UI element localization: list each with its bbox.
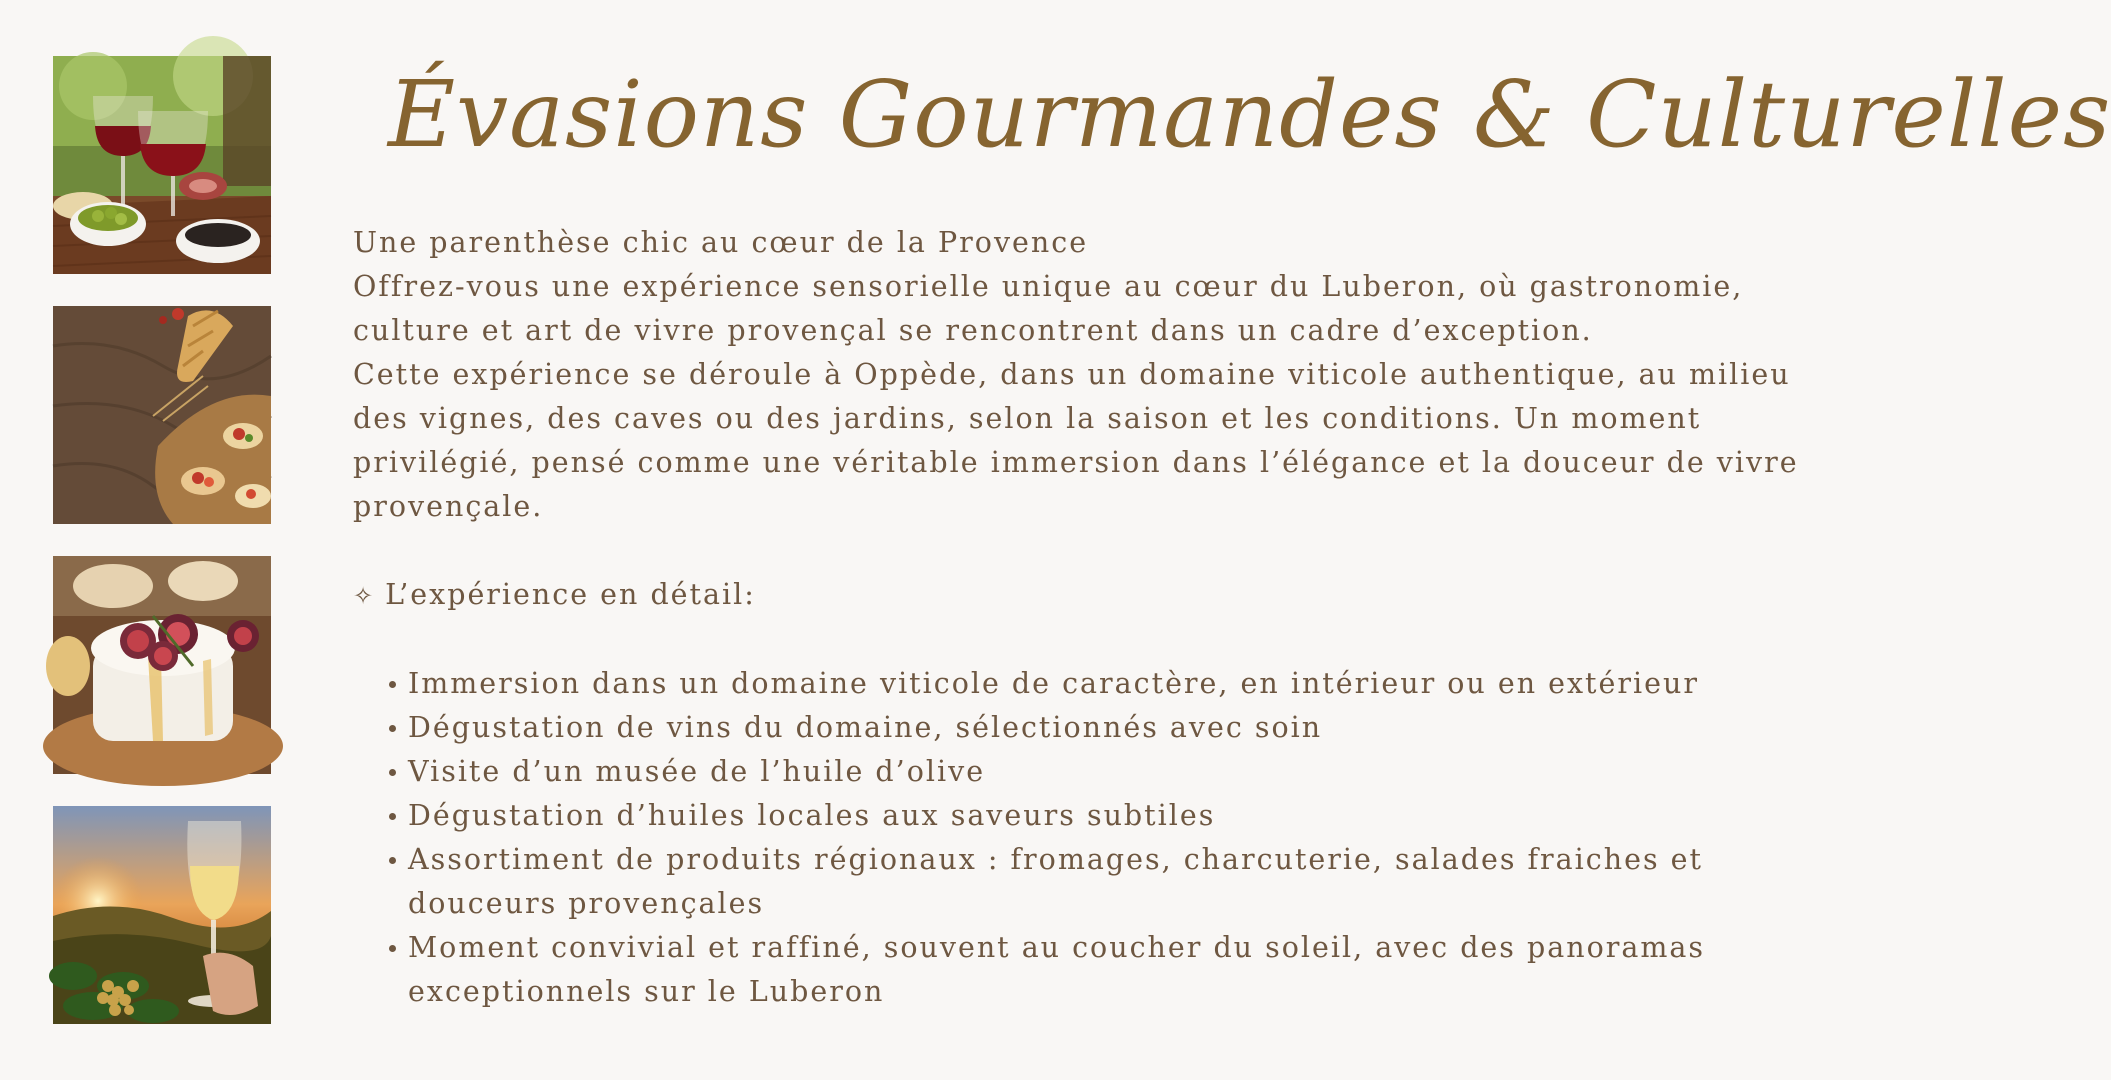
details-list: [353, 662, 1803, 1014]
figs-camembert-photo: [53, 556, 271, 774]
list-item: Visite d’un musée de l’huile d’olive: [408, 750, 1803, 794]
sparkle-icon: ✧: [353, 582, 376, 610]
white-wine-sunset-photo: [53, 806, 271, 1024]
details-heading: [353, 573, 1803, 618]
page-title: Évasions Gourmandes & Culturelles: [388, 61, 2111, 168]
wine-olives-picnic-photo: [53, 56, 271, 274]
list-item: Dégustation de vins du domaine, sélectionnés avec soin: [408, 706, 1803, 750]
list-item: Moment convivial et raffiné, souvent au coucher du soleil, avec des panoramas exceptionnels sur le Luberon: [408, 926, 1803, 1014]
intro-paragraph-2: Cette expérience se déroule à Oppède, dans un domaine viticole authentique, au milieu des vignes, des caves ou des jardins, selon la saison et les conditions. Un moment privilégié, pensé comme une véritable immersion dans l’élégance et la douceur de vivre provençale.: [353, 358, 1799, 523]
intro-paragraph-1: Offrez-vous une expérience sensorielle unique au cœur du Luberon, où gastronomie, culture et art de vivre provençal se rencontrent dans un cadre d’exception.: [353, 270, 1744, 347]
list-item: Immersion dans un domaine viticole de caractère, en intérieur ou en extérieur: [408, 662, 1803, 706]
spacer: [353, 529, 1803, 573]
main-text: [353, 221, 1803, 1014]
baguette-bruschetta-photo: [53, 306, 271, 524]
intro-tagline: Une parenthèse chic au cœur de la Provence: [353, 226, 1089, 259]
spacer: [353, 618, 1803, 662]
list-item: Assortiment de produits régionaux : fromages, charcuterie, salades fraiches et douceurs provençales: [408, 838, 1803, 926]
details-heading-text: L’expérience en détail:: [385, 578, 756, 611]
list-item: Dégustation d’huiles locales aux saveurs subtiles: [408, 794, 1803, 838]
